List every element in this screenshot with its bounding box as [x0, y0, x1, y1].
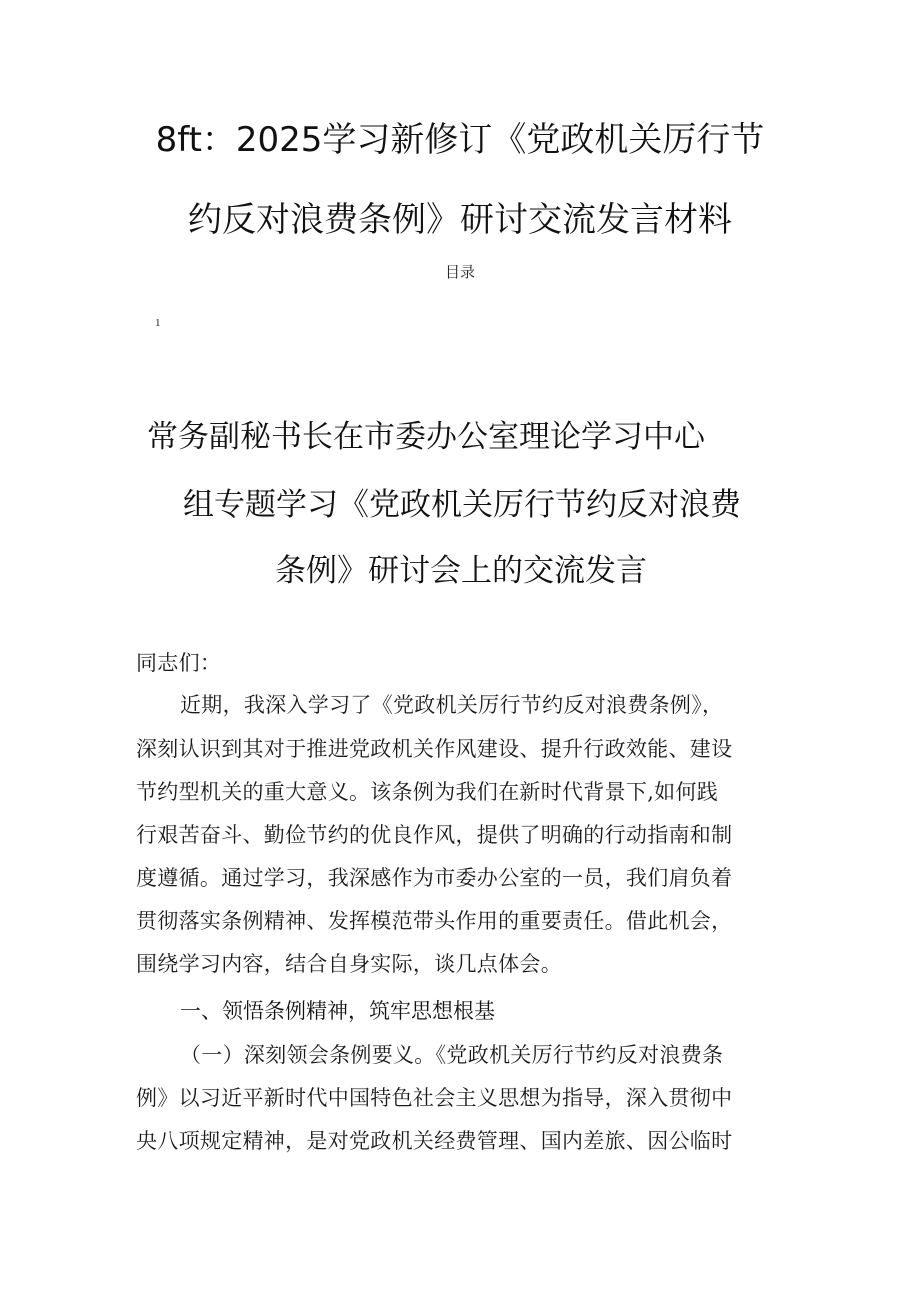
paragraph-2-line: （一）深刻领会条例要义。《党政机关厉行节约反对浪费条 [180, 1043, 724, 1067]
paragraph-1-line: 近期，我深入学习了《党政机关厉行节约反对浪费条例》， [180, 693, 724, 717]
salutation: 同志们： [136, 651, 222, 675]
paragraph-1-line: 贯彻落实条例精神、发挥模范带头作用的重要责任。借此机会， [136, 909, 733, 933]
speech-title-line-2: 组专题学习《党政机关厉行节约反对浪费 [183, 487, 741, 523]
document-title-line-1: 8ft：2025学习新修订《党政机关厉行节 [155, 120, 765, 160]
section-1-heading: 一、领悟条例精神，筑牢思想根基 [180, 999, 495, 1023]
toc-page-number: 1 [155, 317, 161, 329]
paragraph-1-line: 节约型机关的重大意义。该条例为我们在新时代背景下,如何践 [136, 780, 719, 804]
speech-title-line-1: 常务副秘书长在市委办公室理论学习中心 [147, 419, 705, 455]
paragraph-1-line: 围绕学习内容，结合自身实际，谈几点体会。 [136, 952, 562, 976]
speech-title-line-3: 条例》研讨会上的交流发言 [275, 553, 647, 589]
paragraph-2-line: 央八项规定精神，是对党政机关经费管理、国内差旅、因公临时 [136, 1129, 733, 1153]
paragraph-1-line: 深刻认识到其对于推进党政机关作风建设、提升行政效能、建设 [136, 737, 733, 761]
paragraph-1-line: 行艰苦奋斗、勤俭节约的优良作风，提供了明确的行动指南和制 [136, 823, 733, 847]
paragraph-1-line: 度遵循。通过学习，我深感作为市委办公室的一员，我们肩负着 [136, 866, 733, 890]
document-title-line-2: 约反对浪费条例》研讨交流发言材料 [188, 200, 732, 240]
toc-label: 目录 [444, 263, 475, 281]
paragraph-2-line: 例》以习近平新时代中国特色社会主义思想为指导，深入贯彻中 [136, 1086, 733, 1110]
